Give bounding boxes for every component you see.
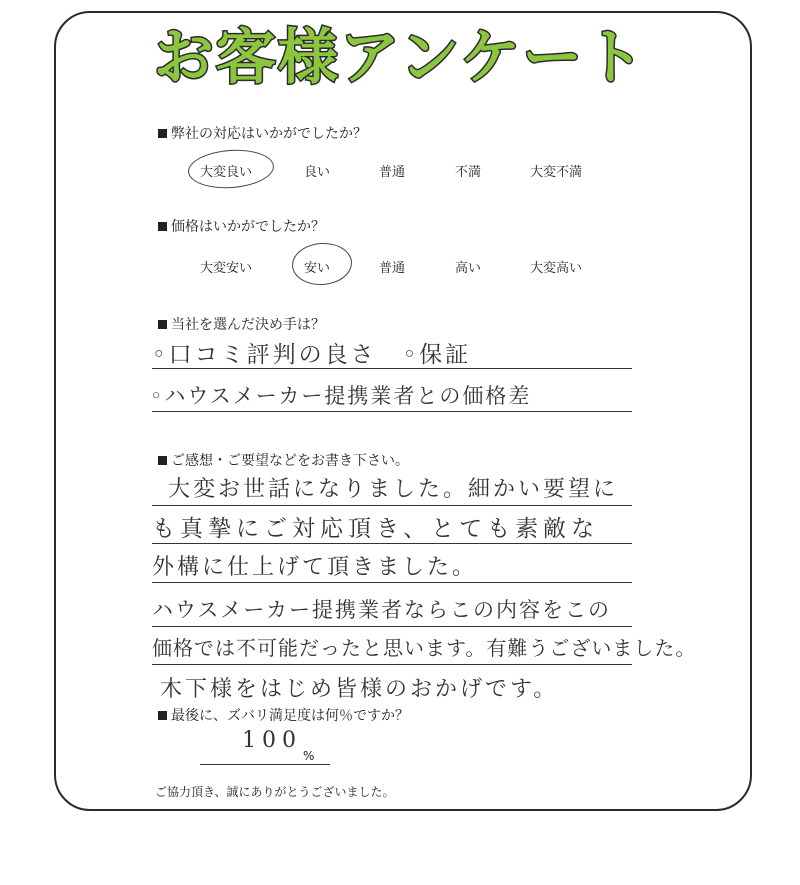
q1-option-2[interactable]: 良い: [304, 165, 331, 180]
bullet-square-icon: [158, 320, 167, 329]
q3-answer-1: ◦口コミ評判の良さ ◦保証: [152, 342, 472, 368]
thank-you-note: ご協力頂き、誠にありがとうございました。: [155, 785, 395, 799]
question-2: [158, 216, 325, 236]
answer-line: [152, 368, 632, 369]
bullet-square-icon: [158, 711, 167, 720]
bullet-square-icon: [158, 129, 167, 138]
answer-line: [152, 582, 632, 583]
answer-line: [152, 411, 632, 412]
bullet-square-icon: [158, 222, 167, 231]
answer-line: [152, 664, 632, 665]
bullet-square-icon: [158, 456, 167, 465]
answer-line: [152, 543, 632, 544]
question-4-label: ご感想・ご要望などをお書き下さい。: [171, 453, 409, 469]
question-3-label: 当社を選んだ決め手は？: [171, 317, 325, 333]
question-4: [158, 450, 409, 470]
answer-line: [152, 505, 632, 506]
q2-option-1[interactable]: 大変安い: [200, 261, 253, 276]
q1-option-1[interactable]: 大変良い: [200, 165, 253, 180]
q1-option-4[interactable]: 不満: [455, 165, 482, 180]
q1-option-5[interactable]: 大変不満: [530, 165, 583, 180]
survey-title: お客様アンケート: [153, 23, 647, 93]
q3-answer-2: ◦ハウスメーカー提携業者との価格差: [150, 384, 532, 408]
q4-line-3: 外構に仕上げて頂きました。: [152, 555, 478, 580]
q4-line-5: 価格では不可能だったと思います。有難うございました。: [152, 636, 697, 660]
q4-line-6: 木下様をはじめ皆様のおかげです。: [160, 677, 559, 702]
q2-option-4[interactable]: 高い: [455, 261, 482, 276]
question-1: [158, 123, 367, 143]
satisfaction-unit: %: [303, 749, 315, 763]
question-5-label: 最後に、ズバリ満足度は何％ですか？: [171, 708, 409, 724]
q2-option-2[interactable]: 安い: [304, 261, 331, 276]
question-3: [158, 314, 325, 334]
question-2-label: 価格はいかがでしたか？: [171, 219, 325, 235]
satisfaction-line: [200, 764, 330, 765]
q4-line-1: 大変お世話になりました。細かい要望に: [168, 477, 619, 502]
q2-option-5[interactable]: 大変高い: [530, 261, 583, 276]
question-1-label: 弊社の対応はいかがでしたか？: [171, 126, 367, 142]
satisfaction-value: 100: [242, 728, 302, 753]
question-5: [158, 705, 409, 725]
q4-line-2: も真摯にご対応頂き、とても素敵な: [152, 516, 600, 542]
q2-option-3[interactable]: 普通: [379, 261, 406, 276]
answer-line: [152, 626, 632, 627]
q4-line-4: ハウスメーカー提携業者ならこの内容をこの: [152, 598, 611, 622]
q1-option-3[interactable]: 普通: [379, 165, 406, 180]
